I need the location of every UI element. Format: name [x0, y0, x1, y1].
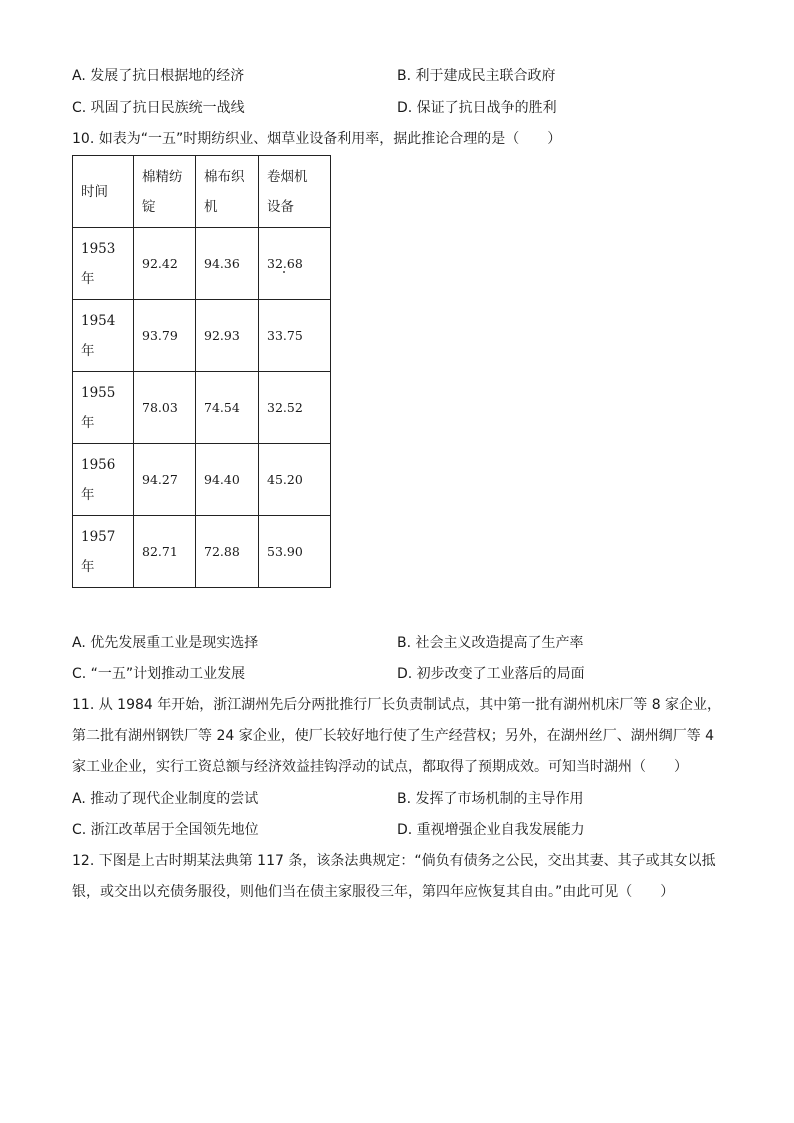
value-cell: 94.40	[196, 444, 259, 516]
value-cell: 94.36	[196, 228, 259, 300]
table-row	[73, 300, 331, 372]
value-cell: 82.71	[134, 516, 196, 588]
value-cell: 94.27	[134, 444, 196, 516]
q11-option-c: C. 浙江改革居于全国领先地位	[72, 822, 259, 838]
table-row	[73, 228, 331, 300]
stray-dot	[283, 271, 285, 273]
year-cell: 1956 年	[73, 444, 134, 516]
header-time: 时间	[73, 156, 134, 228]
q9-option-a: A. 发展了抗日根据地的经济	[72, 68, 245, 84]
q11-option-d: D. 重视增强企业自我发展能力	[397, 822, 585, 838]
q10-option-c: C. “一五”计划推动工业发展	[72, 666, 246, 682]
header-cigarette-machine: 卷烟机 设备	[259, 156, 331, 228]
table-row	[73, 516, 331, 588]
value-cell: 32.52	[259, 372, 331, 444]
value-cell: 33.75	[259, 300, 331, 372]
year-cell: 1953 年	[73, 228, 134, 300]
value-cell: 45.20	[259, 444, 331, 516]
value-cell: 74.54	[196, 372, 259, 444]
table-row	[73, 444, 331, 516]
q11-option-b: B. 发挥了市场机制的主导作用	[397, 791, 584, 807]
q9-option-c: C. 巩固了抗日民族统一战线	[72, 100, 245, 116]
table-row	[73, 372, 331, 444]
value-cell: 53.90	[259, 516, 331, 588]
value-cell: 78.03	[134, 372, 196, 444]
utilization-table	[72, 155, 331, 588]
header-cotton-spindle: 棉精纺 锭	[134, 156, 196, 228]
table-header-row	[73, 156, 331, 228]
q10-option-d: D. 初步改变了工业落后的局面	[397, 666, 585, 682]
q9-option-d: D. 保证了抗日战争的胜利	[397, 100, 557, 116]
q9-option-b: B. 利于建成民主联合政府	[397, 68, 556, 84]
value-cell: 92.42	[134, 228, 196, 300]
year-cell: 1957 年	[73, 516, 134, 588]
value-cell: 32.68	[259, 228, 331, 300]
q11-option-a: A. 推动了现代企业制度的尝试	[72, 791, 259, 807]
q10-option-b: B. 社会主义改造提高了生产率	[397, 635, 584, 651]
value-cell: 93.79	[134, 300, 196, 372]
year-cell: 1955 年	[73, 372, 134, 444]
value-cell: 72.88	[196, 516, 259, 588]
q10-option-a: A. 优先发展重工业是现实选择	[72, 635, 259, 651]
year-cell: 1954 年	[73, 300, 134, 372]
q10-stem: 10. 如表为“一五”时期纺织业、烟草业设备利用率，据此推论合理的是（ ）	[72, 131, 562, 147]
header-cotton-loom: 棉布织 机	[196, 156, 259, 228]
value-cell: 92.93	[196, 300, 259, 372]
q12-stem: 12. 下图是上古时期某法典第 117 条，该条法典规定：“倘负有债务之公民，交出其妻、其子或其女以抵银，或交出以充债务服役，则他们当在债主家服役三年，第四年应恢复其自由。”由此可见（ ）	[72, 853, 716, 900]
q11-stem: 11. 从 1984 年开始，浙江湖州先后分两批推行厂长负责制试点，其中第一批有湖州机床厂等 8 家企业，第二批有湖州钢铁厂等 24 家企业，使厂长较好地行使了生产经营权；另外，在湖州丝厂、湖州绸厂等 4 家工业企业，实行工资总额与经济效益挂钩浮动的试点，都取得了预期成效。可知当时湖州（ ）	[72, 697, 722, 775]
